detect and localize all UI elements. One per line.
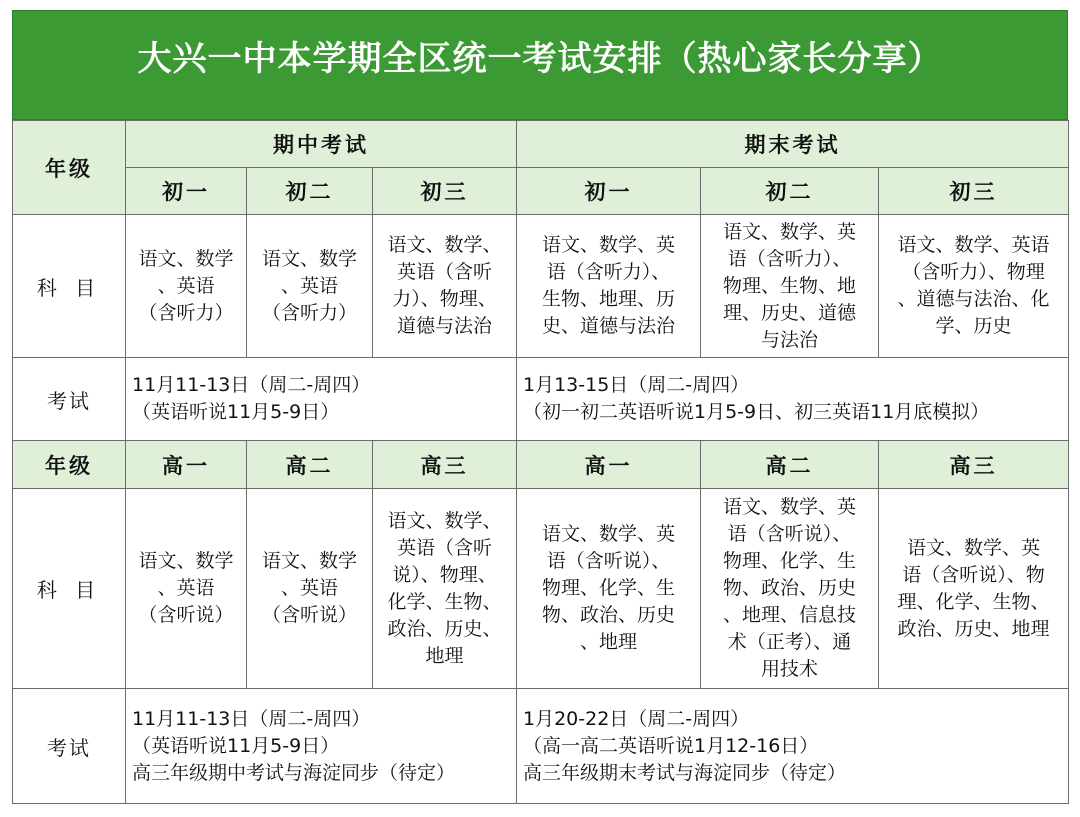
exam-line: （高一高二英语听说1月12-16日） [523, 734, 819, 757]
title-banner [12, 10, 1068, 120]
subject-line: 语文、数学、英 [722, 496, 856, 518]
subject-line: 物理、化学、生 [541, 577, 675, 599]
subjects-cell [517, 215, 701, 358]
subject-line: 物理、生物、地 [722, 274, 856, 297]
subject-line: 地理 [425, 644, 464, 667]
subject-line: 语文、数学 [138, 247, 234, 270]
grade-header: 高二 [701, 441, 879, 489]
grade-header: 初三 [373, 168, 517, 215]
subject-line: 物、政治、历史 [722, 577, 856, 599]
exam-line: 1月13-15日（周二-周四） [523, 374, 750, 396]
grade-header: 高一 [126, 441, 247, 489]
subject-line: 语（含听力）、 [727, 247, 852, 270]
exam-line: 高三年级期中考试与海淀同步（待定） [132, 761, 456, 784]
subjects-cell [126, 215, 247, 358]
subject-line: 用技术 [760, 658, 818, 680]
exam-dates-cell [126, 689, 517, 804]
subject-line: 、英语 [280, 577, 338, 599]
subjects-cell [126, 489, 247, 689]
subject-line: 英语（含听 [396, 261, 492, 283]
grade-header: 初二 [247, 168, 373, 215]
subject-line: 政治、历史、 [387, 617, 502, 640]
subject-line: 力）、物理、 [392, 288, 497, 310]
subject-line: 语文、数学、英 [906, 536, 1040, 559]
subject-line: 物理、化学、生 [722, 550, 856, 572]
page-title: 大兴一中本学期全区统一考试安排（热心家长分享） [137, 39, 943, 79]
exam-dates-cell [126, 358, 517, 441]
subject-line: 语（含听说）、物 [902, 563, 1045, 586]
subject-line: 语（含听说）、 [727, 523, 852, 545]
subject-line: 道德与法治 [396, 315, 492, 337]
subject-line: 术（正考）、通 [727, 631, 852, 653]
grade-header: 高三 [373, 441, 517, 489]
subject-label-senior: 科 目 [13, 489, 126, 689]
subjects-cell [373, 489, 517, 689]
subject-line: （含听力）、物理 [902, 261, 1045, 283]
subject-line: 语文、数学 [261, 550, 357, 572]
subject-line: 、英语 [157, 577, 215, 599]
exam-dates-cell [517, 689, 1069, 804]
final-header-junior: 期末考试 [517, 121, 1069, 168]
subject-line: 语文、数学、 [387, 234, 502, 256]
subject-line: （含听说） [138, 604, 234, 626]
exam-line: （英语听说11月5-9日） [132, 401, 340, 423]
exam-schedule-table [12, 120, 1069, 804]
grade-header: 高二 [247, 441, 373, 489]
subject-line: 、道德与法治、化 [897, 288, 1050, 310]
exam-line: 1月20-22日（周二-周四） [523, 707, 750, 730]
grade-header: 高三 [879, 441, 1069, 489]
subject-line: 生物、地理、历 [541, 288, 675, 310]
subject-line: 语（含听力）、 [546, 261, 671, 283]
grade-header: 初二 [701, 168, 879, 215]
subject-line: 物、政治、历史 [541, 604, 675, 626]
exam-line: 高三年级期末考试与海淀同步（待定） [523, 761, 847, 784]
subjects-cell [247, 215, 373, 358]
exam-label-junior: 考试 [13, 358, 126, 441]
subject-line: 语文、数学 [261, 247, 357, 270]
grade-header: 初一 [126, 168, 247, 215]
subject-line: 学、历史 [935, 315, 1012, 337]
subject-line: 、英语 [157, 274, 215, 297]
subject-line: 语文、数学、英 [541, 523, 675, 545]
subject-line: 语文、数学 [138, 550, 234, 572]
subject-line: 、地理、信息技 [722, 604, 856, 626]
exam-line: 11月11-13日（周二-周四） [132, 707, 371, 730]
subject-line: 语文、数学、英 [722, 220, 856, 243]
subject-line: 、地理 [579, 631, 637, 653]
grade-header: 初一 [517, 168, 701, 215]
grade-header: 初三 [879, 168, 1069, 215]
subject-line: （含听力） [138, 301, 234, 324]
subject-line: 与法治 [760, 328, 818, 351]
subject-line: 说）、物理、 [392, 563, 497, 586]
subject-label-junior: 科 目 [13, 215, 126, 358]
subject-line: 政治、历史、地理 [897, 617, 1050, 640]
subjects-cell [701, 489, 879, 689]
subject-line: 、英语 [280, 274, 338, 297]
grade-header: 高一 [517, 441, 701, 489]
subjects-cell [373, 215, 517, 358]
grade-label-junior: 年级 [13, 121, 126, 215]
subjects-cell [879, 489, 1069, 689]
subject-line: 语（含听说）、 [546, 550, 671, 572]
exam-label-senior: 考试 [13, 689, 126, 804]
subject-line: 语文、数学、英 [541, 234, 675, 256]
subject-line: （含听说） [261, 604, 357, 626]
grade-label-senior: 年级 [13, 441, 126, 489]
subjects-cell [517, 489, 701, 689]
subjects-cell [701, 215, 879, 358]
subject-line: 语文、数学、英语 [897, 234, 1050, 256]
subject-line: 史、道德与法治 [541, 315, 675, 337]
exam-dates-cell [517, 358, 1069, 441]
subject-line: 化学、生物、 [387, 590, 502, 613]
subject-line: 理、历史、道德 [722, 301, 856, 324]
subject-line: 语文、数学、 [387, 509, 502, 532]
exam-line: （英语听说11月5-9日） [132, 734, 340, 757]
subject-line: 英语（含听 [396, 536, 492, 559]
subject-line: 理、化学、生物、 [897, 590, 1050, 613]
midterm-header-junior: 期中考试 [126, 121, 517, 168]
subject-line: （含听力） [261, 301, 357, 324]
exam-line: （初一初二英语听说1月5-9日、初三英语11月底模拟） [523, 401, 990, 423]
subjects-cell [247, 489, 373, 689]
exam-line: 11月11-13日（周二-周四） [132, 374, 371, 396]
subjects-cell [879, 215, 1069, 358]
